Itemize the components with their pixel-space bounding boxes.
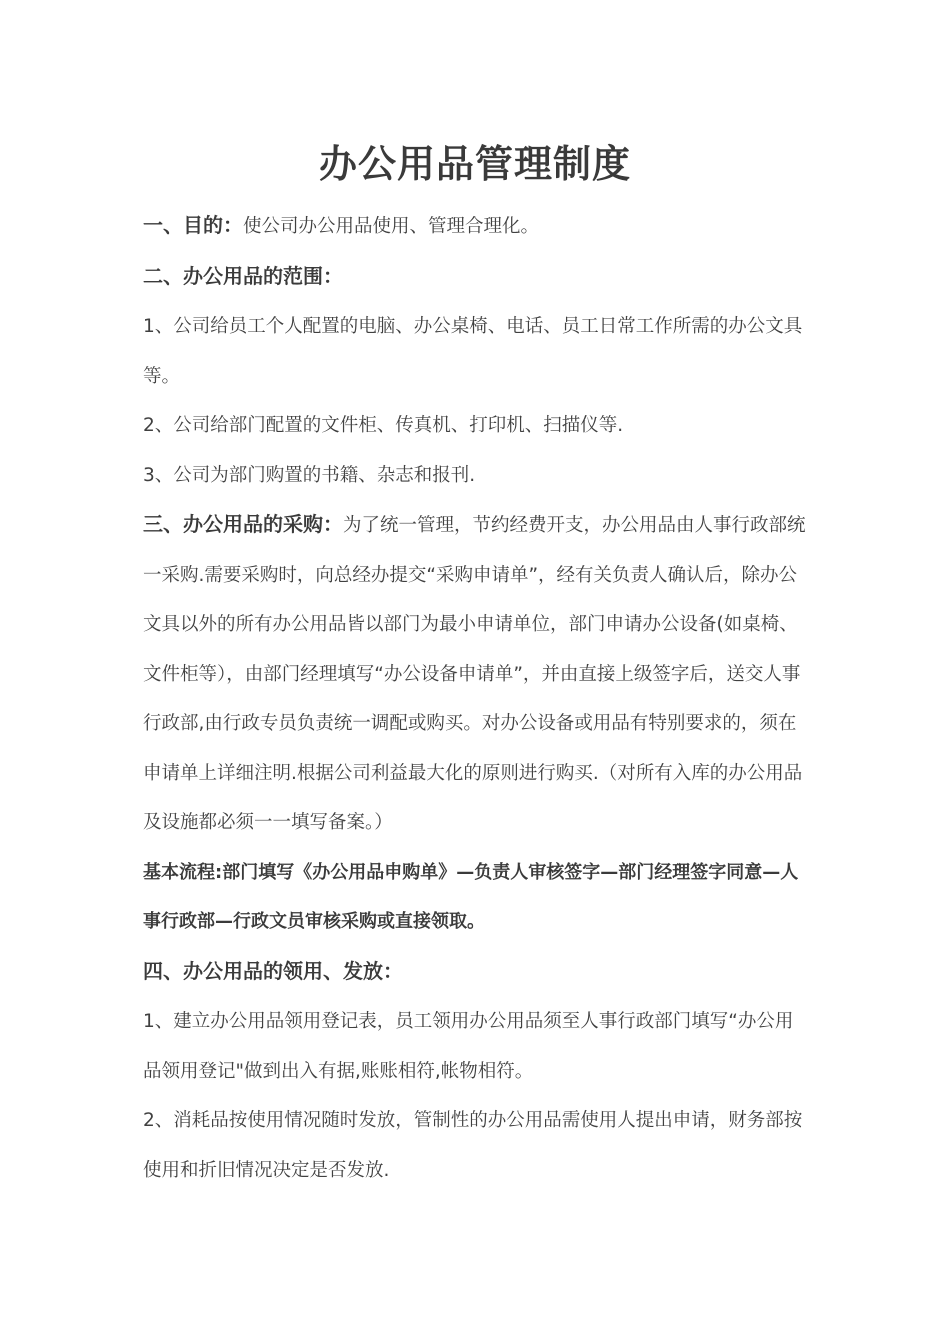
scope-item-2: 2、公司给部门配置的文件柜、传真机、打印机、扫描仪等. [143, 415, 624, 436]
document-title: 办公用品管理制度 [318, 142, 631, 186]
section-purchase [143, 500, 811, 848]
section-heading: 三、办公用品的采购： [143, 512, 343, 536]
section-purpose [143, 201, 811, 252]
distribution-item-2: 2、消耗品按使用情况随时发放，管制性的办公用品需使用人提出申请，财务部按使用和折旧情况决定是否发放. [143, 1110, 803, 1181]
document-body [143, 201, 811, 1195]
section-heading: 二、办公用品的范围： [143, 263, 343, 288]
scope-item-1: 1、公司给员工个人配置的电脑、办公桌椅、电话、员工日常工作所需的办公文具等。 [143, 316, 803, 387]
section-heading: 一、目的： [143, 213, 243, 237]
section-scope-heading [143, 252, 811, 303]
distribution-item-1: 1、建立办公用品领用登记表，员工领用办公用品须至人事行政部门填写“办公用品领用登记"做到出入有据,账账相符,帐物相符。 [143, 1011, 794, 1082]
section-distribution-heading [143, 947, 811, 998]
section-heading: 四、办公用品的领用、发放： [143, 958, 403, 983]
section-text: 为了统一管理，节约经费开支，办公用品由人事行政部统一采购.需要采购时，向总经办提交“采购申请单”，经有关负责人确认后，除办公文具以外的所有办公用品皆以部门为最小申请单位，部门申请办公设备(如桌椅、文件柜等），由部门经理填写“办公设备申请单”，并由直接上级签字后，送交人事行政部,由行政专员负责统一调配或购买。对办公设备或用品有特别要求的，须在申请单上详细注明.根据公司利益最大化的原则进行购买.（对所有入库的办公用品及设施都必须一一填写备案。） [143, 515, 806, 833]
scope-item-3: 3、公司为部门购置的书籍、杂志和报刊. [143, 464, 476, 486]
section-text: 使公司办公用品使用、管理合理化。 [243, 216, 540, 237]
purchase-flow: 基本流程:部门填写《办公用品申购单》—负责人审核签字—部门经理签字同意—人事行政部—行政文员审核采购或直接领取。 [143, 861, 799, 932]
